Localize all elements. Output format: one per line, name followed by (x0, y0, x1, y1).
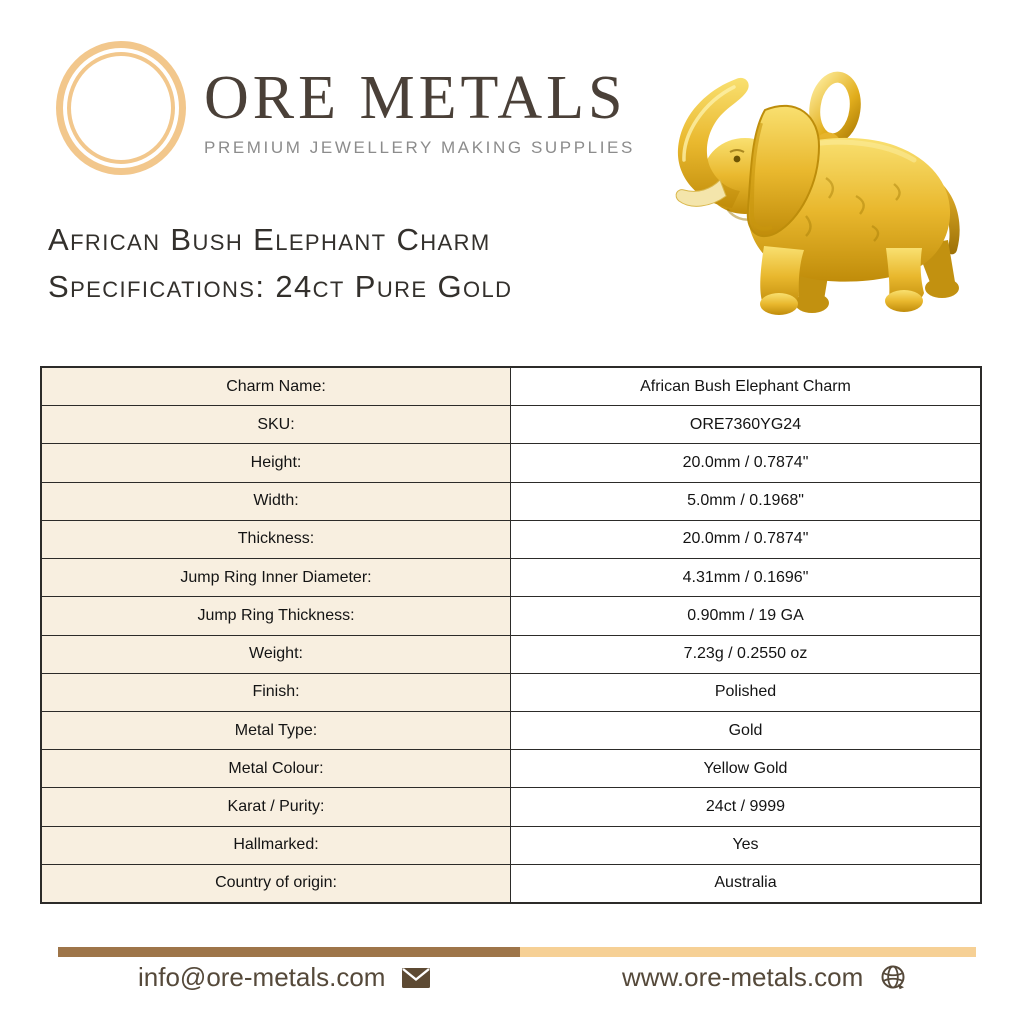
product-title: African Bush Elephant Charm (48, 222, 491, 257)
spec-label: Width: (42, 483, 511, 520)
table-row (42, 596, 980, 634)
globe-icon (879, 964, 907, 992)
title-block (48, 216, 512, 310)
table-row (42, 787, 980, 825)
footer-divider-bar (58, 947, 976, 957)
footer-bar-gold-segment (520, 947, 976, 957)
logo-double-circle-icon (56, 41, 186, 175)
spec-label: Weight: (42, 636, 511, 673)
spec-value: Australia (511, 865, 980, 902)
footer-email[interactable] (138, 962, 431, 993)
table-row (42, 520, 980, 558)
table-row (42, 368, 980, 405)
spec-label: Finish: (42, 674, 511, 711)
brand-name: ORE METALS (204, 64, 627, 132)
email-text: info@ore-metals.com (138, 962, 386, 992)
spec-label: Metal Type: (42, 712, 511, 749)
spec-label: Height: (42, 444, 511, 481)
spec-value: African Bush Elephant Charm (511, 368, 980, 405)
brand-block (204, 64, 635, 158)
table-row (42, 749, 980, 787)
table-row (42, 558, 980, 596)
envelope-icon (401, 967, 431, 989)
spec-label: Jump Ring Thickness: (42, 597, 511, 634)
website-text: www.ore-metals.com (622, 962, 864, 992)
spec-label: Karat / Purity: (42, 788, 511, 825)
elephant-charm-image (648, 38, 988, 328)
spec-value: 20.0mm / 0.7874" (511, 444, 980, 481)
spec-value: 0.90mm / 19 GA (511, 597, 980, 634)
spec-label: Hallmarked: (42, 827, 511, 864)
footer-bar-brown-segment (58, 947, 520, 957)
spec-value: 7.23g / 0.2550 oz (511, 636, 980, 673)
spec-value: ORE7360YG24 (511, 406, 980, 443)
table-row (42, 711, 980, 749)
brand-tagline: PREMIUM JEWELLERY MAKING SUPPLIES (204, 138, 635, 158)
spec-label: Charm Name: (42, 368, 511, 405)
table-row (42, 864, 980, 902)
spec-table (40, 366, 982, 904)
table-row (42, 482, 980, 520)
spec-value: Polished (511, 674, 980, 711)
footer-website[interactable] (622, 962, 907, 993)
spec-value: 24ct / 9999 (511, 788, 980, 825)
spec-value: 4.31mm / 0.1696" (511, 559, 980, 596)
spec-label: SKU: (42, 406, 511, 443)
product-subtitle: Specifications: 24ct Pure Gold (48, 269, 513, 304)
spec-label: Jump Ring Inner Diameter: (42, 559, 511, 596)
spec-label: Thickness: (42, 521, 511, 558)
table-row (42, 443, 980, 481)
table-row (42, 826, 980, 864)
spec-value: 5.0mm / 0.1968" (511, 483, 980, 520)
spec-value: Yellow Gold (511, 750, 980, 787)
spec-label: Metal Colour: (42, 750, 511, 787)
spec-value: Yes (511, 827, 980, 864)
table-row (42, 673, 980, 711)
table-row (42, 635, 980, 673)
table-row (42, 405, 980, 443)
spec-value: Gold (511, 712, 980, 749)
logo-inner-circle-icon (67, 52, 175, 164)
spec-label: Country of origin: (42, 865, 511, 902)
spec-value: 20.0mm / 0.7874" (511, 521, 980, 558)
